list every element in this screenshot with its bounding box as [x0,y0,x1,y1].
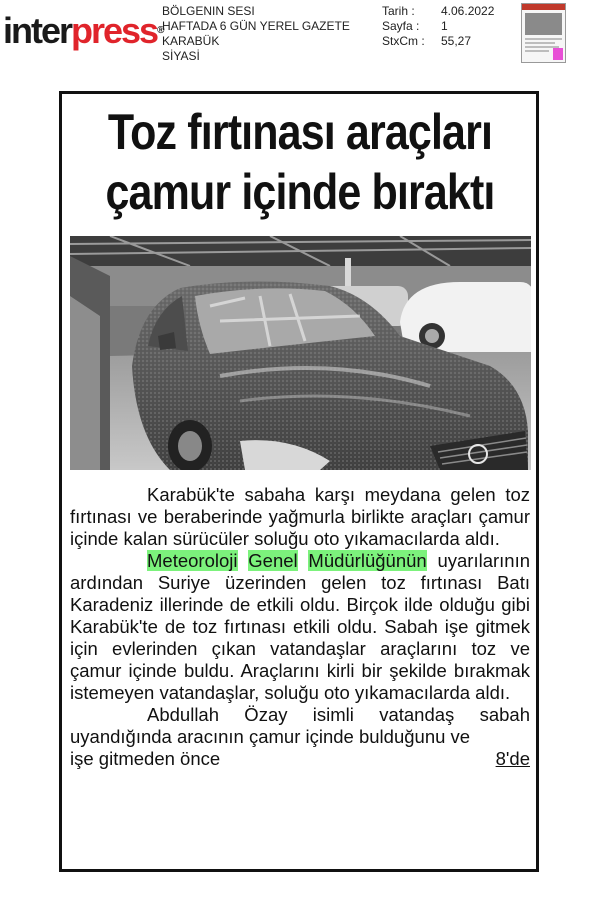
highlight-keyword-2: Genel [248,550,298,571]
publication-frequency: HAFTADA 6 GÜN YEREL GAZETE [162,19,350,33]
meta-labels [382,4,425,49]
paragraph-2-text: uyarılarının ardından Suriye üzerinden gelen toz fırtınası Batı Karadeniz illerinde de etkili oldu. Birçok ilde olduğu gibi Karabük'te de toz fırtınası etkili oldu. Sabah işe gitmek için evlerinden çıkan vatandaşlar araçlarını toz ve çamur içinde buldu. Araçlarını kirli bir şekilde bırakmak istemeyen vatandaşlar, soluğu oto yıkamacılarda aldı. [70,550,530,703]
page-thumbnail[interactable] [521,3,566,63]
publication-name: BÖLGENIN SESI [162,4,255,18]
publication-city: KARABÜK [162,34,220,48]
clipping-marker [553,48,563,60]
continued-on-page-link[interactable]: 8'de [495,748,530,769]
article-body [70,484,530,770]
highlight-keyword-1: Meteoroloji [147,550,238,571]
paragraph-1: Karabük'te sabaha karşı meydana gelen toz fırtınası ve beraberinde yağmurla birlikte araçları çamur içinde kalan sürücüler soluğu oto yıkamacılarda aldı. [70,484,530,549]
paragraph-3-tail: işe gitmeden önce [70,748,221,769]
page-value: 1 [441,19,448,33]
meta-values [441,4,494,49]
publication-section: SİYASİ [162,49,200,63]
article-photo [70,236,531,470]
logo-text-inter: inter [3,10,72,51]
article-headline [95,102,504,222]
page-label: Sayfa : [382,19,420,33]
stxcm-label: StxCm : [382,34,425,48]
date-label: Tarih : [382,4,415,18]
highlight-keyword-3: Müdürlüğünün [308,550,427,571]
publication-info [162,4,350,64]
paragraph-3: Abdullah Özay isimli vatandaş sabah uyandığında aracının çamur içinde bulduğunu ve [70,704,530,747]
logo-text-press: press [71,10,158,51]
paragraph-3-end [70,748,530,770]
paragraph-2 [70,550,530,704]
interpress-logo [3,11,164,51]
headline-line-2: çamur içinde bıraktı [105,164,495,220]
registered-mark: ® [157,25,165,36]
stxcm-value: 55,27 [441,34,472,48]
headline-line-1: Toz fırtınası araçları [107,104,493,160]
date-value: 4.06.2022 [441,4,495,18]
